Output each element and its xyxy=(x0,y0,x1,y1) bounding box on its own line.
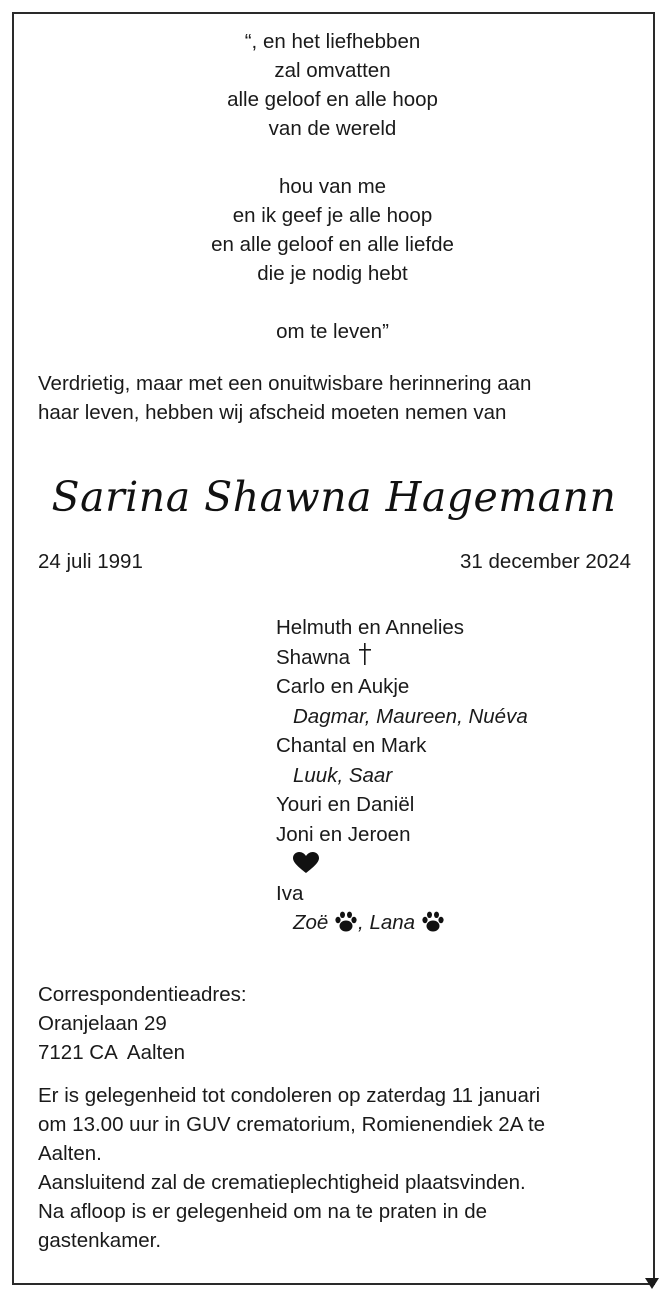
pet-name: Lana xyxy=(369,911,416,934)
family-row-deceased-sibling xyxy=(276,643,636,673)
pet-separator: , xyxy=(358,911,364,934)
family-sibling: Chantal en Mark xyxy=(276,734,427,757)
poem-line: om te leven” xyxy=(276,320,389,343)
poem-line: “, en het liefhebben xyxy=(244,30,421,53)
family-deceased-sibling: Shawna xyxy=(276,645,351,669)
correspondence-label: Correspondentieadres: xyxy=(38,983,247,1006)
family-list xyxy=(276,613,636,938)
family-parents: Helmuth en Annelies xyxy=(276,616,465,639)
intro-text xyxy=(38,369,628,427)
info-line: Na afloop is er gelegenheid om na te praten in de xyxy=(38,1200,488,1223)
intro-line: haar leven, hebben wij afscheid moeten nemen van xyxy=(38,401,507,424)
poem-line: en ik geef je alle hoop xyxy=(232,204,433,227)
address-postal-city: 7121 CA Aalten xyxy=(38,1041,186,1064)
family-sibling: Youri en Daniël xyxy=(276,793,415,816)
arrow-down-icon xyxy=(645,1278,659,1289)
heart-icon xyxy=(293,852,319,882)
paw-print-icon xyxy=(421,911,445,941)
poem-line: zal omvatten xyxy=(274,59,391,82)
family-pets xyxy=(276,908,636,938)
poem-line: hou van me xyxy=(278,175,387,198)
family-daughter: Iva xyxy=(276,881,304,905)
poem-spacer xyxy=(40,143,625,172)
birth-date: 24 juli 1991 xyxy=(38,550,143,573)
correspondence-address xyxy=(38,980,628,1067)
family-grandchildren: Luuk, Saar xyxy=(293,763,393,787)
poem-line: van de wereld xyxy=(268,117,397,140)
info-line: Er is gelegenheid tot condoleren op zaterdag 11 januari xyxy=(38,1084,541,1107)
deceased-name: Sarina Shawna Hagemann xyxy=(51,473,617,521)
info-line: Aalten. xyxy=(38,1142,102,1165)
info-line: Aansluitend zal de crematieplechtigheid plaatsvinden. xyxy=(38,1171,526,1194)
intro-line: Verdrietig, maar met een onuitwisbare herinnering aan xyxy=(38,372,532,395)
condolence-info xyxy=(38,1081,628,1255)
address-street: Oranjelaan 29 xyxy=(38,1012,167,1035)
family-sibling: Carlo en Aukje xyxy=(276,675,410,698)
info-line: gastenkamer. xyxy=(38,1229,162,1252)
pet-name: Zoë xyxy=(293,911,329,934)
poem-line: en alle geloof en alle liefde xyxy=(211,233,454,256)
family-grandchildren: Dagmar, Maureen, Nuéva xyxy=(293,704,528,728)
poem-spacer xyxy=(40,288,625,317)
family-heart-row xyxy=(276,849,636,879)
latin-cross-icon xyxy=(359,643,371,665)
family-partner: Joni en Jeroen xyxy=(276,822,411,846)
poem xyxy=(40,27,625,346)
poem-line: alle geloof en alle hoop xyxy=(227,88,438,111)
poem-line: die je nodig hebt xyxy=(257,262,408,285)
info-line: om 13.00 uur in GUV crematorium, Romienendiek 2A te xyxy=(38,1113,546,1136)
death-date: 31 december 2024 xyxy=(460,550,631,573)
paw-print-icon xyxy=(334,911,358,941)
